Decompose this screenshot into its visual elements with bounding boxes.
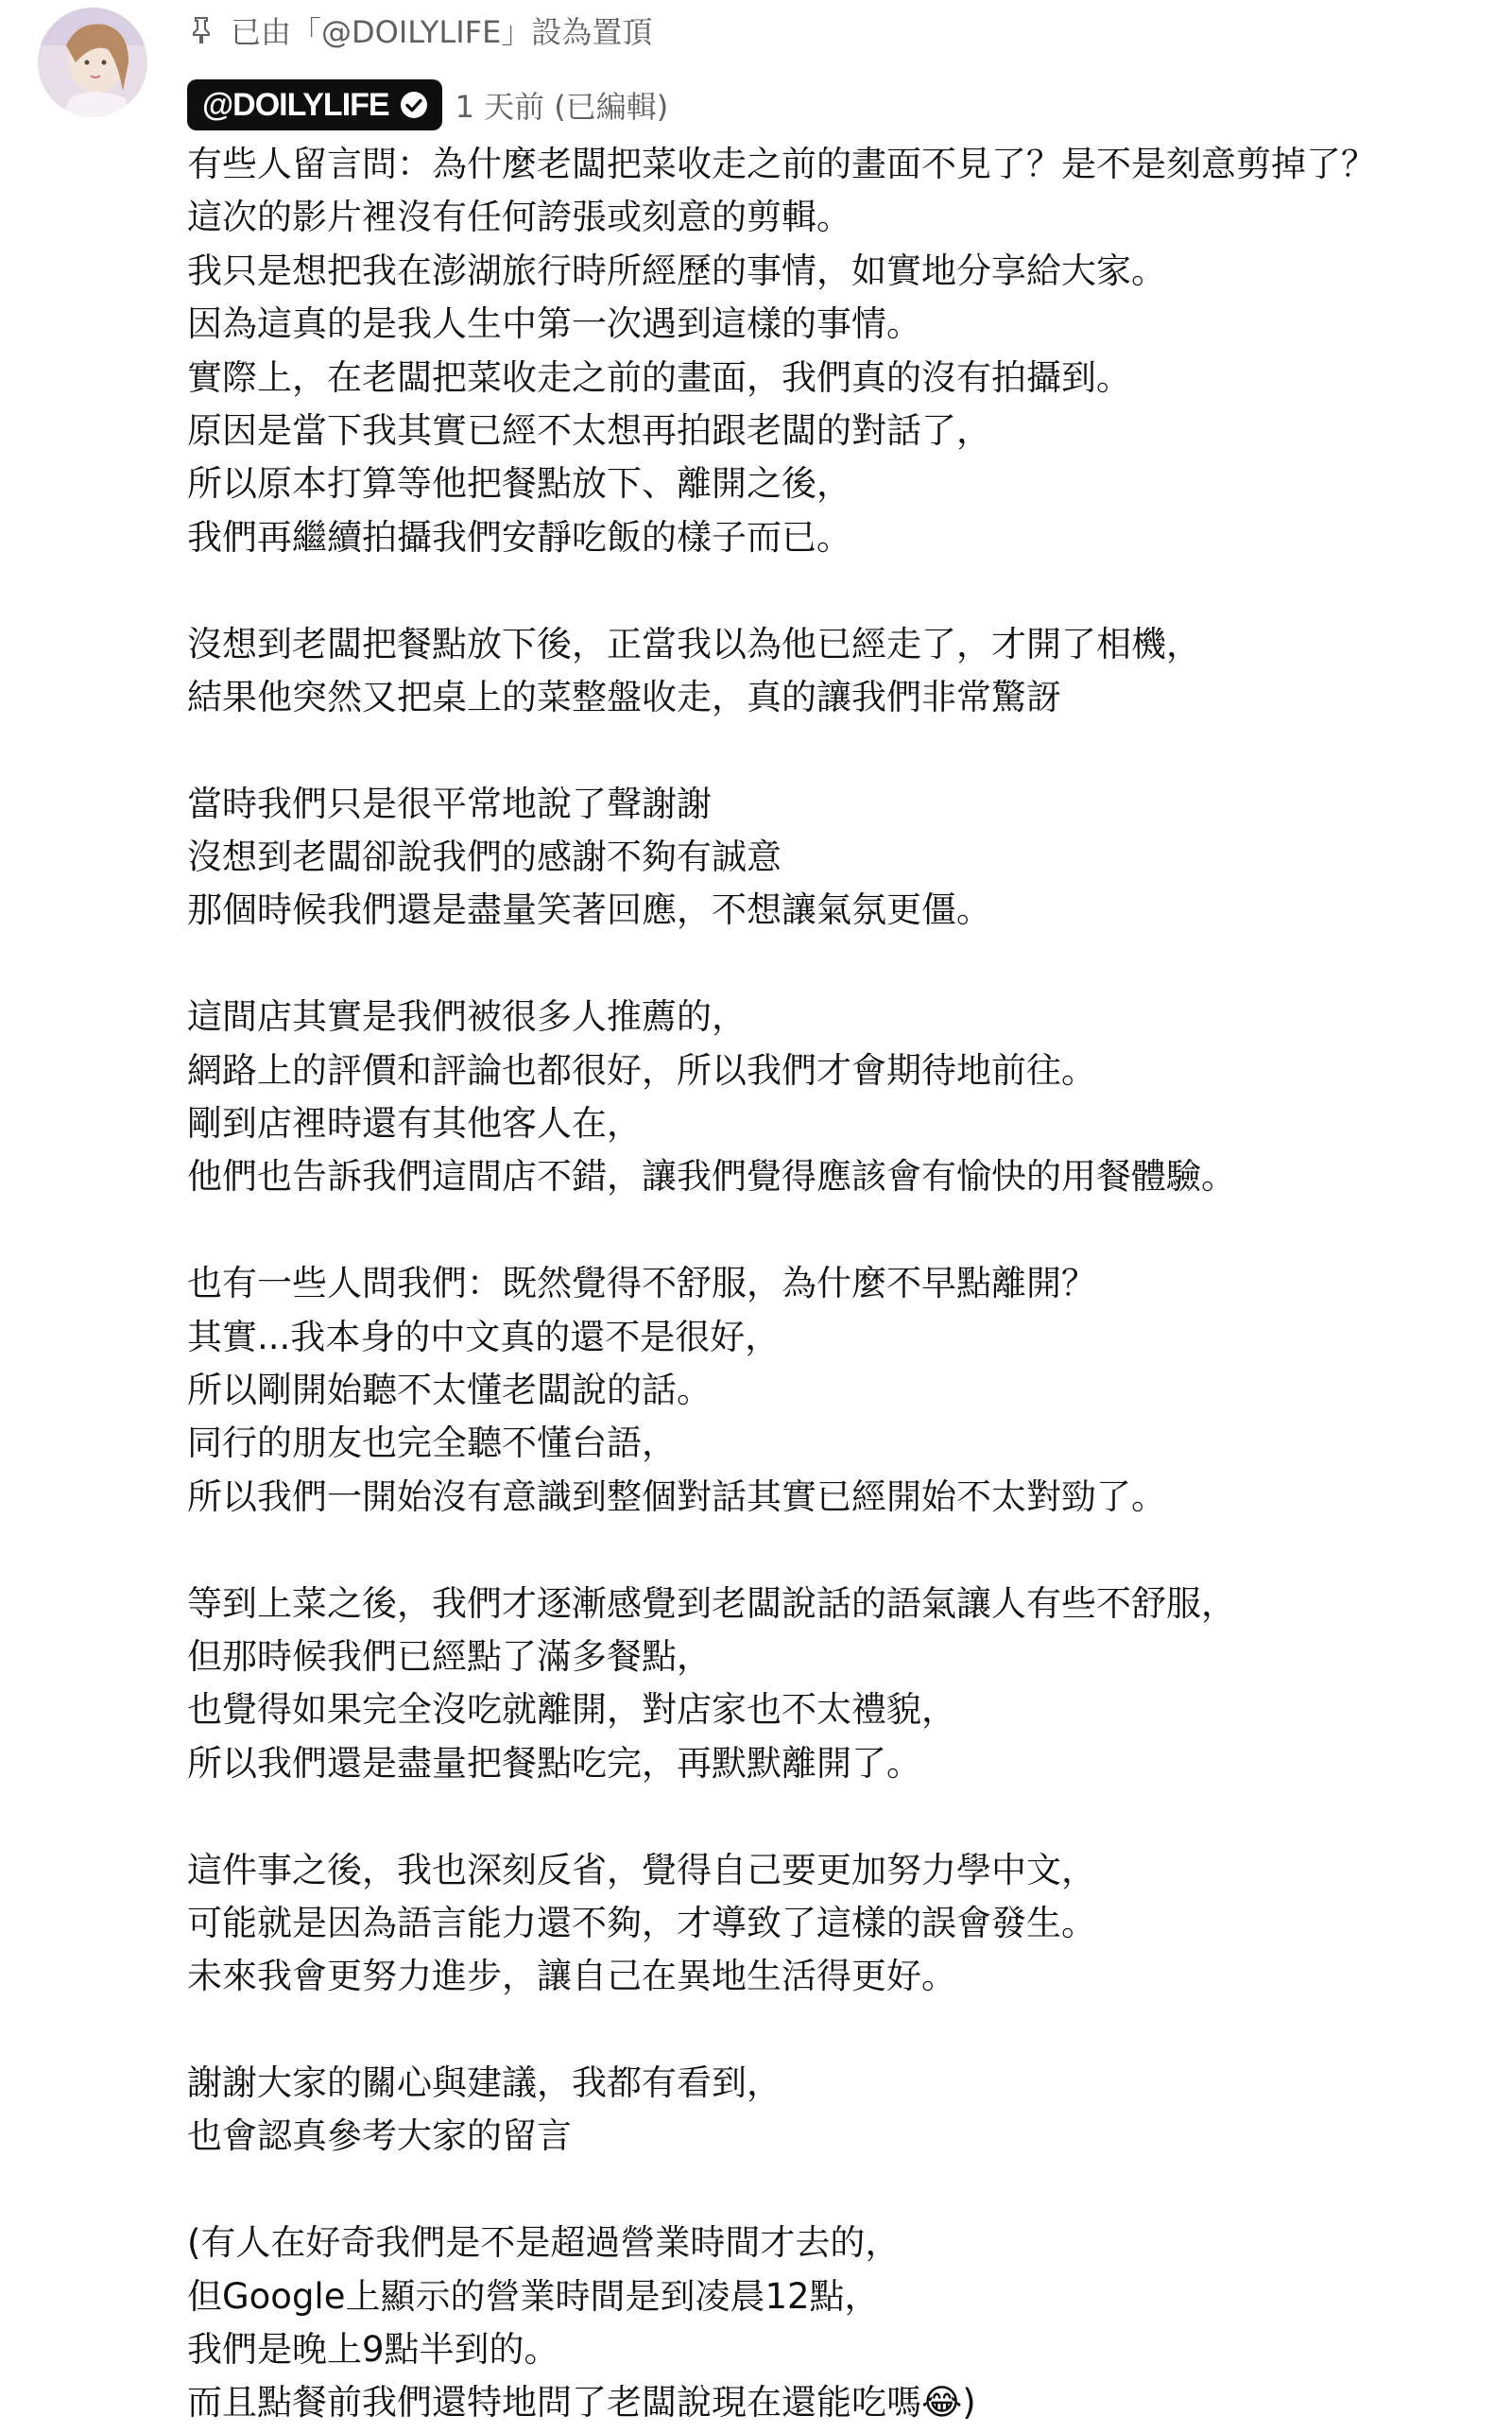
- comment-paragraph-gap: [187, 1204, 1501, 1257]
- comment-line: 他們也告訴我們這間店不錯，讓我們覺得應該會有愉快的用餐體驗。: [187, 1156, 1236, 1198]
- comment-line: 結果他突然又把桌上的菜整盤收走，真的讓我們非常驚訝: [187, 676, 1061, 717]
- comment-line: 沒想到老闆把餐點放下後，正當我以為他已經走了，才開了相機，: [187, 623, 1201, 664]
- comment-line: 所以我們一開始沒有意識到整個對話其實已經開始不太對勁了。: [187, 1475, 1166, 1517]
- comment-paragraph-gap: [187, 564, 1501, 617]
- comment-line: 所以剛開始聽不太懂老闆說的話。: [187, 1369, 712, 1410]
- comment-line: 這次的影片裡沒有任何誇張或刻意的剪輯。: [187, 197, 851, 238]
- comment-line: 網路上的評價和評論也都很好，所以我們才會期待地前往。: [187, 1049, 1096, 1091]
- comment-paragraph-gap: [187, 1524, 1501, 1577]
- comment-line: 原因是當下我其實已經不太想再拍跟老闆的對話了，: [187, 409, 991, 451]
- comment-line: 其實...我本身的中文真的還不是很好，: [187, 1316, 781, 1357]
- comment-line: 但Google上顯示的營業時間是到凌晨12點，: [187, 2275, 880, 2317]
- comment-line: 當時我們只是很平常地說了聲謝謝: [187, 783, 712, 824]
- comment-line: 我只是想把我在澎湖旅行時所經歷的事情，如實地分享給大家。: [187, 250, 1166, 291]
- comment-timestamp[interactable]: 1 天前 (已編輯): [455, 89, 669, 125]
- verified-check-icon: [399, 90, 429, 120]
- pin-icon: [187, 14, 215, 46]
- comment-line: 有些人留言問：為什麼老闆把菜收走之前的畫面不見了？是不是刻意剪掉了？: [187, 144, 1376, 184]
- comment-line: 但那時候我們已經點了滿多餐點，: [187, 1635, 712, 1677]
- author-channel-link[interactable]: [187, 79, 442, 130]
- pinned-text: 已由「@DOILYLIFE」設為置頂: [231, 14, 653, 50]
- comment-line: 也覺得如果完全沒吃就離開，對店家也不太禮貌，: [187, 1689, 956, 1731]
- avatar[interactable]: [38, 8, 147, 117]
- comment-line: 所以我們還是盡量把餐點吃完，再默默離開了。: [187, 1742, 921, 1784]
- comment-line: 我們再繼續拍攝我們安靜吃飯的樣子而已。: [187, 516, 851, 558]
- comment-paragraph-gap: [187, 938, 1501, 991]
- comment-paragraph-gap: [187, 1790, 1501, 1843]
- comment-paragraph-gap: [187, 2004, 1501, 2057]
- comment-paragraph-gap: [187, 724, 1501, 777]
- comment-line: 那個時候我們還是盡量笑著回應，不想讓氣氛更僵。: [187, 889, 991, 931]
- comment-line: 同行的朋友也完全聽不懂台語，: [187, 1423, 677, 1464]
- comment-line: 等到上菜之後，我們才逐漸感覺到老闆說話的語氣讓人有些不舒服，: [187, 1582, 1236, 1624]
- comment-line: 可能就是因為語言能力還不夠，才導致了這樣的誤會發生。: [187, 1902, 1096, 1943]
- comment-line: 沒想到老闆卻說我們的感謝不夠有誠意: [187, 837, 782, 878]
- comment-line: 未來我會更努力進步，讓自己在異地生活得更好。: [187, 1956, 956, 1997]
- comment-body: [187, 138, 1501, 2430]
- comment-line: 也會認真參考大家的留言: [187, 2115, 572, 2157]
- comment-line: 而且點餐前我們還特地問了老闆說現在還能吃嗎😂): [187, 2382, 976, 2424]
- avatar-image: [38, 8, 147, 117]
- comment-line: 剛到店裡時還有其他客人在，: [187, 1103, 642, 1145]
- pinned-indicator: [187, 9, 652, 51]
- comment-line: 謝謝大家的關心與建議，我都有看到，: [187, 2062, 782, 2104]
- author-name: @DOILYLIFE: [202, 86, 389, 123]
- comment-line: (有人在好奇我們是不是超過營業時間才去的，: [187, 2222, 901, 2264]
- comment-line: 這間店其實是我們被很多人推薦的，: [187, 996, 747, 1038]
- comment-line: 因為這真的是我人生中第一次遇到這樣的事情。: [187, 303, 921, 345]
- comment-line: 這件事之後，我也深刻反省，覺得自己要更加努力學中文，: [187, 1849, 1096, 1890]
- comment-line: 實際上，在老闆把菜收走之前的畫面，我們真的沒有拍攝到。: [187, 356, 1131, 398]
- comment-line: 我們是晚上9點半到的。: [187, 2329, 559, 2371]
- comment-line: 也有一些人問我們：既然覺得不舒服，為什麼不早點離開？: [187, 1263, 1096, 1304]
- comment-header: [187, 79, 668, 130]
- comment-line: 所以原本打算等他把餐點放下、離開之後，: [187, 463, 851, 505]
- comment-paragraph-gap: [187, 2164, 1501, 2217]
